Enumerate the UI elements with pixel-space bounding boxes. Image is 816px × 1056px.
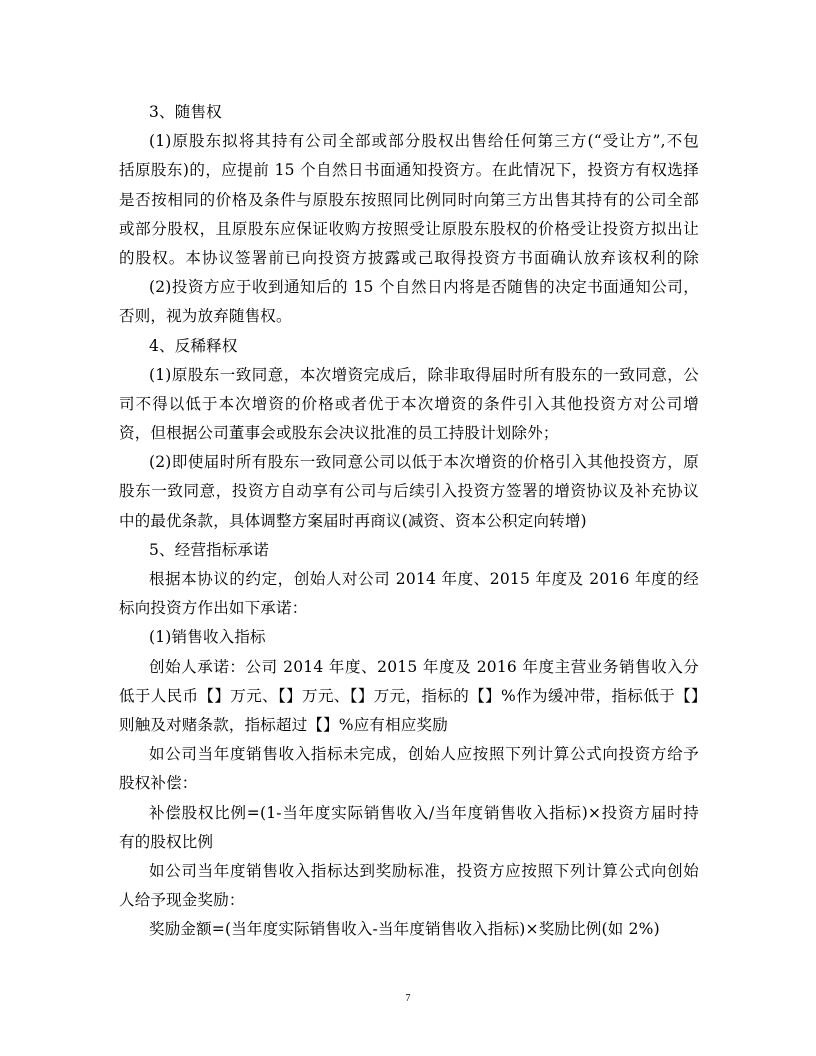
formula-line: 奖励金额=(当年度实际销售收入-当年度销售收入指标)×奖励比例(如 2%) — [149, 920, 660, 939]
paragraph-line: 根据本协议的约定，创始人对公司 2014 年度、2015 年度及 2016 年度的经 — [149, 570, 699, 588]
paragraph-line: (1)原股东拟将其持有公司全部或部分股权出售给任何第三方(“受让方”,不包 — [149, 132, 699, 151]
paragraph-line: (2)即使届时所有股东一致同意公司以低于本次增资的价格引入其他投资方，原 — [149, 453, 699, 472]
paragraph-line: 否则，视为放弃随售权。 — [119, 307, 292, 326]
paragraph-line: 或部分股权，且原股东应保证收购方按照受让原股东股权的价格受让投资方拟出让 — [119, 219, 699, 238]
paragraph-line: 如公司当年度销售收入指标未完成，创始人应按照下列计算公式向投资方给予 — [149, 745, 699, 764]
paragraph-line: 司不得以低于本次增资的价格或者优于本次增资的条件引入其他投资方对公司增 — [119, 394, 699, 413]
document-body — [119, 98, 699, 944]
paragraph-line: 人给予现金奖励： — [119, 891, 245, 910]
subsection-heading-sales-revenue: (1)销售收入指标 — [149, 628, 266, 647]
formula-line: 有的股权比例 — [119, 832, 214, 851]
paragraph-line: 股权补偿： — [119, 774, 198, 793]
paragraph-line: 括原股东)的，应提前 15 个自然日书面通知投资方。在此情况下，投资方有权选择 — [119, 161, 699, 180]
paragraph-line: 中的最优条款，具体调整方案届时再商议(减资、资本公积定向转增) — [119, 511, 587, 530]
section-heading-performance-commitment: 5、经营指标承诺 — [149, 540, 269, 559]
paragraph-line: (2)投资方应于收到通知后的 15 个自然日内将是否随售的决定书面通知公司， — [149, 278, 699, 297]
paragraph-line: 创始人承诺：公司 2014 年度、2015 年度及 2016 年度主营业务销售收入分 — [149, 657, 699, 676]
page-number: 7 — [405, 993, 411, 1004]
paragraph-line: 则触及对赌条款，指标超过【】%应有相应奖励 — [119, 715, 448, 734]
paragraph-line: 如公司当年度销售收入指标达到奖励标准，投资方应按照下列计算公式向创始 — [149, 861, 699, 880]
paragraph-line: (1)原股东一致同意，本次增资完成后，除非取得届时所有股东的一致同意，公 — [149, 365, 699, 384]
section-heading-anti-dilution: 4、反稀释权 — [149, 336, 238, 355]
paragraph-line: 资，但根据公司董事会或股东会决议批准的员工持股计划除外； — [119, 424, 559, 443]
paragraph-line: 低于人民币【】万元、【】万元、【】万元，指标的【】%作为缓冲带，指标低于【】 — [119, 686, 699, 705]
section-heading-tag-along: 3、随售权 — [149, 103, 222, 121]
paragraph-line: 的股权。本协议签署前已向投资方披露或己取得投资方书面确认放弃该权利的除 — [119, 248, 699, 267]
paragraph-line: 标向投资方作出如下承诺： — [119, 599, 308, 618]
paragraph-line: 是否按相同的价格及条件与原股东按照同比例同时向第三方出售其持有的公司全部 — [119, 190, 699, 209]
formula-line: 补偿股权比例=(1-当年度实际销售收入/当年度销售收入指标)×投资方届时持 — [149, 803, 699, 822]
paragraph-line: 股东一致同意，投资方自动享有公司与后续引入投资方签署的增资协议及补充协议 — [119, 482, 699, 501]
